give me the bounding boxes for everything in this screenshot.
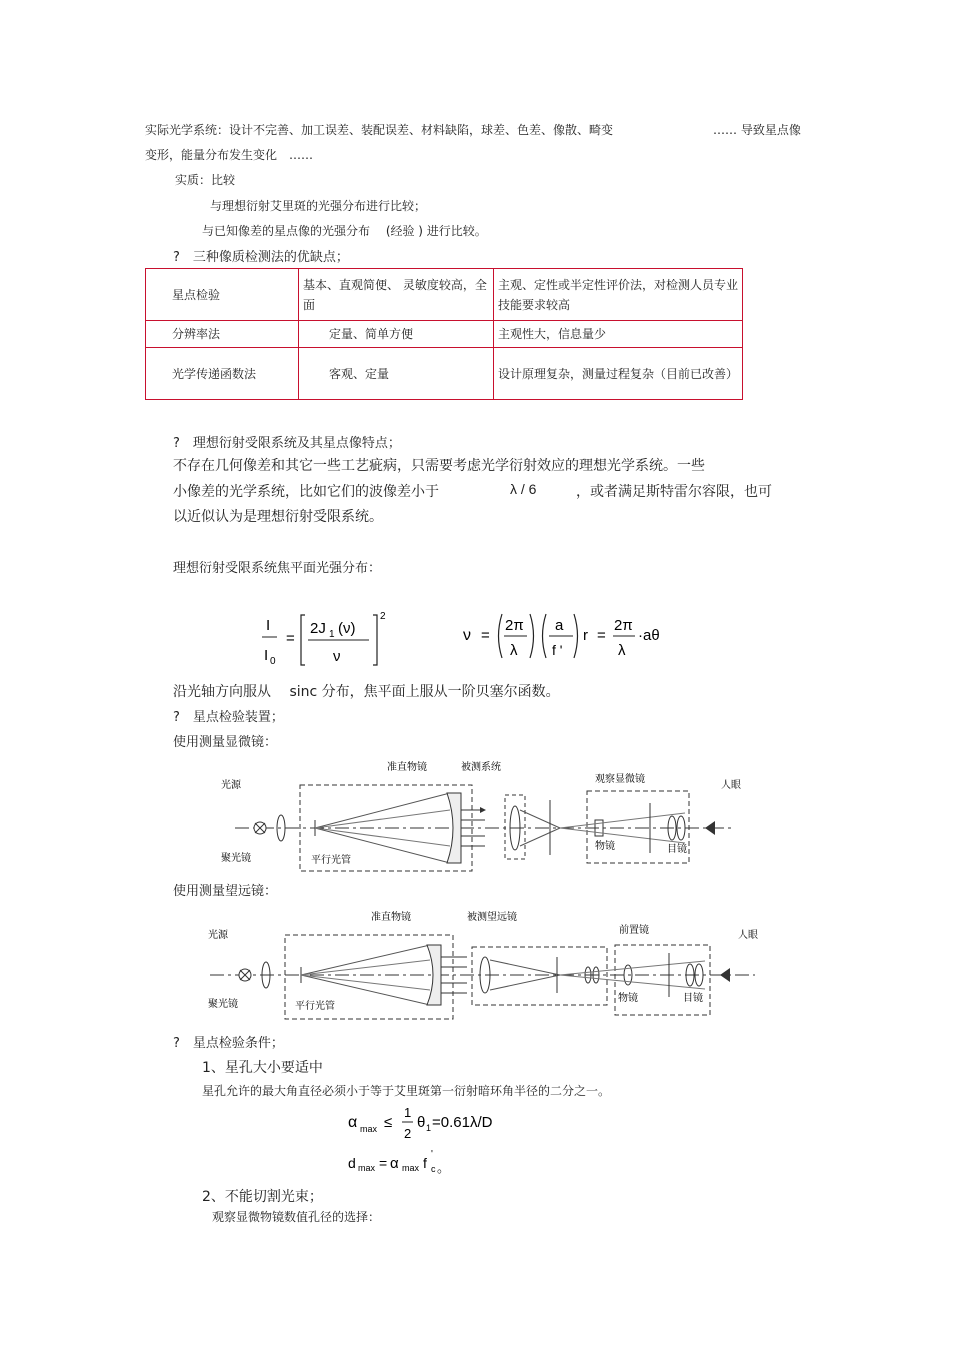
- formula-text: =: [481, 627, 490, 644]
- ideal-paragraph-2c: ，或者满足斯特雷尔容限，也可: [576, 484, 772, 500]
- formula-text: I: [264, 647, 269, 664]
- method-cons: 设计原理复杂，测量过程复杂（目前已改善）: [494, 348, 743, 400]
- formula-text: α: [348, 1114, 358, 1131]
- diagram-label: 被测望远镜: [467, 912, 517, 923]
- lambda-fraction: λ / 6: [510, 481, 537, 497]
- formula-text: 2π: [505, 617, 524, 634]
- telescope-label: 使用测量望远镜：: [173, 884, 278, 899]
- formula-text: f: [423, 1155, 427, 1171]
- diagram-label: 前置镜: [619, 925, 649, 936]
- method-name: 光学传递函数法: [146, 348, 299, 400]
- diagram-label: 观察显微镜: [595, 774, 645, 785]
- formula-text: ν: [333, 648, 341, 665]
- intro-line-2: 变形，能量分布发生变化 ……: [145, 148, 314, 162]
- method-cons: 主观、定性或半定性评价法，对检测人员专业技能要求较高: [494, 269, 743, 321]
- method-pros: 基本、直观简便、 灵敏度较高，全面: [299, 269, 494, 321]
- device-heading: ? 星点检验装置；: [173, 710, 284, 725]
- telescope-setup-diagram: [205, 905, 760, 1023]
- diagram-label: 准直物镜: [387, 762, 427, 773]
- formula-text: max: [360, 1124, 378, 1134]
- formula-text: d: [348, 1155, 356, 1171]
- formula-text: max: [402, 1163, 420, 1173]
- formula-text: c: [431, 1164, 436, 1174]
- diagram-label: 光源: [208, 930, 228, 941]
- formula-text: λ: [618, 642, 626, 659]
- ideal-paragraph-3: 以近似认为是理想衍射受限系统。: [173, 509, 383, 525]
- table-row: [146, 321, 743, 348]
- formula-text: =0.61λ/D: [432, 1114, 493, 1131]
- condition-1-desc: 星孔允许的最大角直径必须小于等于艾里斑第一衍射暗环角半径的二分之一。: [202, 1084, 611, 1098]
- diagram-label: 目镜: [667, 844, 687, 855]
- ideal-heading: ? 理想衍射受限系统及其星点像特点；: [173, 436, 401, 451]
- method-name: 分辨率法: [146, 321, 299, 348]
- formula-text: a: [555, 617, 564, 634]
- formula-text: f ': [552, 642, 563, 658]
- table-row: [146, 348, 743, 400]
- ideal-paragraph-1: 不存在几何像差和其它一些工艺疵病，只需要考虑光学衍射效应的理想光学系统。一些: [173, 458, 705, 474]
- d-max-formula: [345, 1146, 465, 1178]
- formula-text: (ν): [338, 620, 356, 637]
- formula-text: θ: [417, 1114, 426, 1131]
- microscope-label: 使用测量显微镜：: [173, 735, 278, 750]
- formula-text: 。: [437, 1160, 451, 1175]
- formula-text: ·aθ: [638, 627, 660, 644]
- diagram-label: 人眼: [721, 780, 741, 791]
- method-pros: 定量、简单方便: [299, 321, 494, 348]
- diagram-label: 聚光镜: [208, 999, 238, 1010]
- formula-text: max: [358, 1163, 376, 1173]
- diagram-label: 物镜: [618, 993, 638, 1004]
- formula-text: α: [390, 1155, 399, 1172]
- formula-text: 0: [270, 656, 276, 667]
- diagram-label: 准直物镜: [371, 912, 411, 923]
- formula-text: ': [431, 1149, 433, 1160]
- formula-text: r: [583, 627, 588, 644]
- diagram-label: 聚光镜: [221, 853, 251, 864]
- nu-formula: [460, 608, 680, 668]
- formula-text: =: [379, 1155, 388, 1171]
- formula-text: =: [597, 627, 606, 644]
- alpha-max-formula: [345, 1100, 525, 1146]
- intensity-formula: [255, 605, 395, 670]
- methods-table: [145, 268, 743, 400]
- method-cons: 主观性大，信息量少: [494, 321, 743, 348]
- diagram-label: 平行光管: [295, 1001, 335, 1012]
- microscope-setup-diagram: [215, 755, 750, 875]
- diagram-label: 被测系统: [461, 762, 501, 773]
- formula-text: 2J: [310, 620, 326, 637]
- conditions-heading: ? 星点检验条件；: [173, 1036, 284, 1051]
- formula-text: 1: [404, 1105, 412, 1120]
- formula-text: ν: [463, 627, 471, 644]
- condition-2: 2、不能切割光束；: [202, 1189, 323, 1205]
- formula-text: 2: [380, 611, 386, 622]
- formula-text: 1: [329, 629, 335, 640]
- formula-text: 2π: [614, 617, 633, 634]
- methods-heading: ? 三种像质检测法的优缺点；: [173, 250, 349, 265]
- formula-text: ≤: [384, 1114, 393, 1131]
- diagram-label: 物镜: [595, 841, 615, 852]
- ideal-paragraph-2a: 小像差的光学系统，比如它们的波像差小于: [173, 484, 439, 500]
- condition-1: 1、星孔大小要适中: [202, 1060, 323, 1076]
- compare-item-2: 与已知像差的星点像的光强分布 (经验 ) 进行比较。: [202, 224, 487, 238]
- table-row: [146, 269, 743, 321]
- method-name: 星点检验: [146, 269, 299, 321]
- formula-text: =: [286, 630, 295, 647]
- diagram-label: 光源: [221, 780, 241, 791]
- condition-2-desc: 观察显微物镜数值孔径的选择：: [212, 1210, 381, 1224]
- method-pros: 客观、定量: [299, 348, 494, 400]
- diagram-label: 平行光管: [311, 855, 351, 866]
- formula-text: λ: [510, 642, 518, 659]
- formula-text: 1: [426, 1123, 432, 1133]
- essence-label: 实质：比较: [175, 173, 236, 187]
- diagram-label: 目镜: [683, 993, 703, 1004]
- formula-text: I: [266, 617, 271, 634]
- formula-text: 2: [404, 1126, 412, 1141]
- compare-item-1: 与理想衍射艾里斑的光强分布进行比较；: [210, 199, 427, 213]
- intro-line-1b: …… 导致星点像: [713, 123, 801, 137]
- axis-distribution-text: 沿光轴方向服从 sinc 分布，焦平面上服从一阶贝塞尔函数。: [173, 684, 560, 700]
- diagram-label: 人眼: [738, 930, 758, 941]
- focal-plane-text: 理想衍射受限系统焦平面光强分布：: [173, 561, 382, 576]
- intro-line-1a: 实际光学系统：设计不完善、加工误差、装配误差、材料缺陷，球差、色差、像散、畸变: [145, 123, 614, 137]
